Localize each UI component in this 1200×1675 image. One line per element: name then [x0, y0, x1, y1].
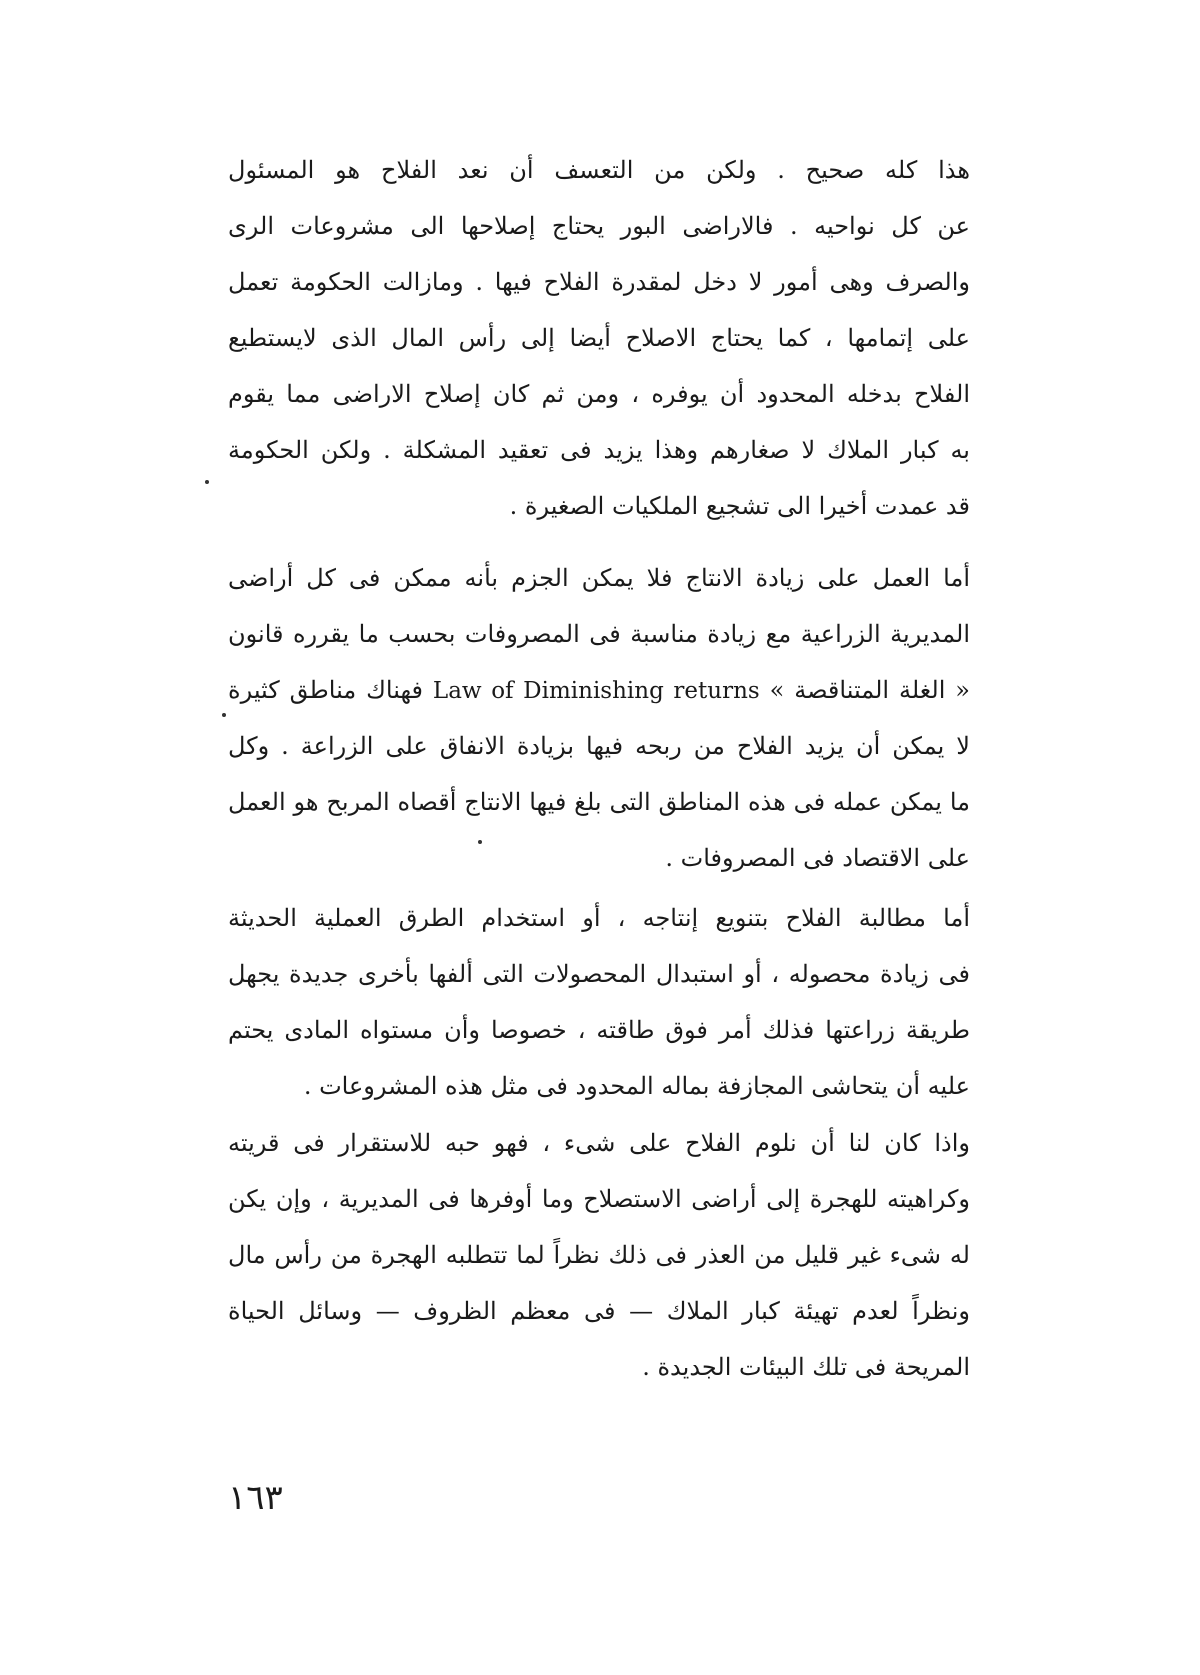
arabic-term: « الغلة المتناقصة » [769, 676, 970, 704]
text-line: والصرف وهى أمور لا دخل لمقدرة الفلاح فيها . ومازالت الحكومة تعمل [228, 268, 970, 296]
text-line: فى زيادة محصوله ، أو استبدال المحصولات التى ألفها بأخرى جديدة يجهل [228, 960, 970, 988]
scan-speck [222, 713, 226, 717]
paragraph-2 [228, 550, 970, 886]
paragraph-1 [228, 142, 970, 534]
text-line: له شىء غير قليل من العذر فى ذلك نظراً لما تتطلبه الهجرة من رأس مال [228, 1241, 970, 1269]
text-line: عن كل نواحيه . فالاراضى البور يحتاج إصلاحها الى مشروعات الرى [228, 212, 970, 240]
text-line: واذا كان لنا أن نلوم الفلاح على شىء ، فهو حبه للاستقرار فى قريته [228, 1129, 970, 1157]
paragraph-4 [228, 1115, 970, 1395]
text-fragment: فهناك مناطق كثيرة [228, 676, 423, 704]
page-number: ١٦٣ [228, 1478, 283, 1518]
text-line: عليه أن يتحاشى المجازفة بماله المحدود فى مثل هذه المشروعات . [303, 1072, 970, 1100]
text-line: وكراهيته للهجرة إلى أراضى الاستصلاح وما أوفرها فى المديرية ، وإن يكن [228, 1185, 970, 1213]
text-line: ونظراً لعدم تهيئة كبار الملاك — فى معظم الظروف — وسائل الحياة [228, 1297, 970, 1325]
text-line: هذا كله صحيح . ولكن من التعسف أن نعد الفلاح هو المسئول [228, 156, 970, 184]
text-line: أما العمل على زيادة الانتاج فلا يمكن الجزم بأنه ممكن فى كل أراضى [228, 564, 970, 592]
text-line: على الاقتصاد فى المصروفات . [665, 844, 970, 872]
text-line: به كبار الملاك لا صغارهم وهذا يزيد فى تعقيد المشكلة . ولكن الحكومة [228, 436, 970, 464]
mixed-language-line [228, 662, 970, 718]
scan-speck [478, 840, 482, 844]
scan-speck [205, 480, 209, 484]
text-line: المريحة فى تلك البيئات الجديدة . [642, 1353, 970, 1381]
text-line: طريقة زراعتها فذلك أمر فوق طاقته ، خصوصا وأن مستواه المادى يحتم [228, 1016, 970, 1044]
text-line: ما يمكن عمله فى هذه المناطق التى بلغ فيها الانتاج أقصاه المربح هو العمل [228, 788, 970, 816]
text-line: الفلاح بدخله المحدود أن يوفره ، ومن ثم كان إصلاح الاراضى مما يقوم [228, 380, 970, 408]
text-line: على إتمامها ، كما يحتاج الاصلاح أيضا إلى رأس المال الذى لايستطيع [228, 324, 971, 352]
paragraph-3 [228, 890, 970, 1114]
text-line: أما مطالبة الفلاح بتنويع إنتاجه ، أو استخدام الطرق العملية الحديثة [228, 904, 970, 932]
text-line: المديرية الزراعية مع زيادة مناسبة فى المصروفات بحسب ما يقرره قانون [228, 620, 970, 648]
text-line: لا يمكن أن يزيد الفلاح من ربحه فيها بزيادة الانفاق على الزراعة . وكل [228, 732, 970, 760]
english-term: Law of Diminishing returns [432, 678, 760, 704]
text-line: قد عمدت أخيرا الى تشجيع الملكيات الصغيرة . [509, 492, 970, 520]
